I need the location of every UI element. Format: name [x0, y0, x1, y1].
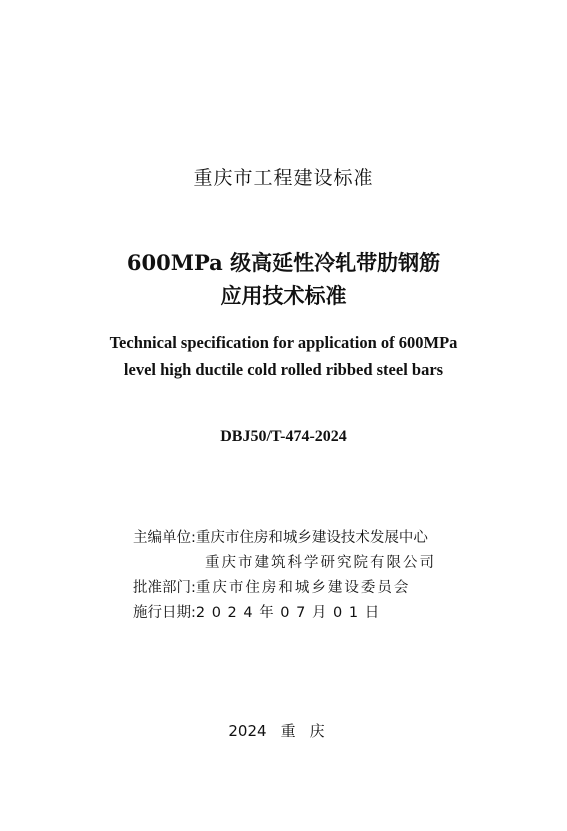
editor-row-2 [133, 551, 436, 575]
title-chinese-line-2: 应用技术标准 [220, 283, 347, 308]
standard-series: 重庆市工程建设标准 [193, 167, 374, 189]
footer-city: 重庆 [280, 722, 339, 740]
title-english-line-2: level high ductile cold rolled ribbed steel bars [123, 360, 444, 379]
approver-label: 批准部门: [133, 580, 196, 596]
editor-primary: 重庆市住房和城乡建设技术发展中心 [195, 530, 428, 546]
footer-year: 2024 [228, 722, 267, 740]
approver-row [133, 576, 410, 600]
effective-date-value: 2024年07月01日 [195, 605, 386, 621]
editor-label: 主编单位: [133, 530, 196, 546]
publication-footer [0, 720, 567, 741]
editor-secondary: 重庆市建筑科学研究院有限公司 [205, 555, 436, 571]
editor-row [133, 526, 428, 550]
effective-date-row [133, 601, 386, 625]
approver-value: 重庆市住房和城乡建设委员会 [195, 580, 411, 596]
effective-date-label: 施行日期: [133, 605, 196, 621]
title-english-line-1: Technical specification for application of 600MPa [109, 333, 458, 352]
standard-code: DBJ50/T-474-2024 [220, 428, 347, 445]
title-chinese-line-1: 600MPa 级高延性冷轧带肋钢筋 [126, 250, 441, 275]
